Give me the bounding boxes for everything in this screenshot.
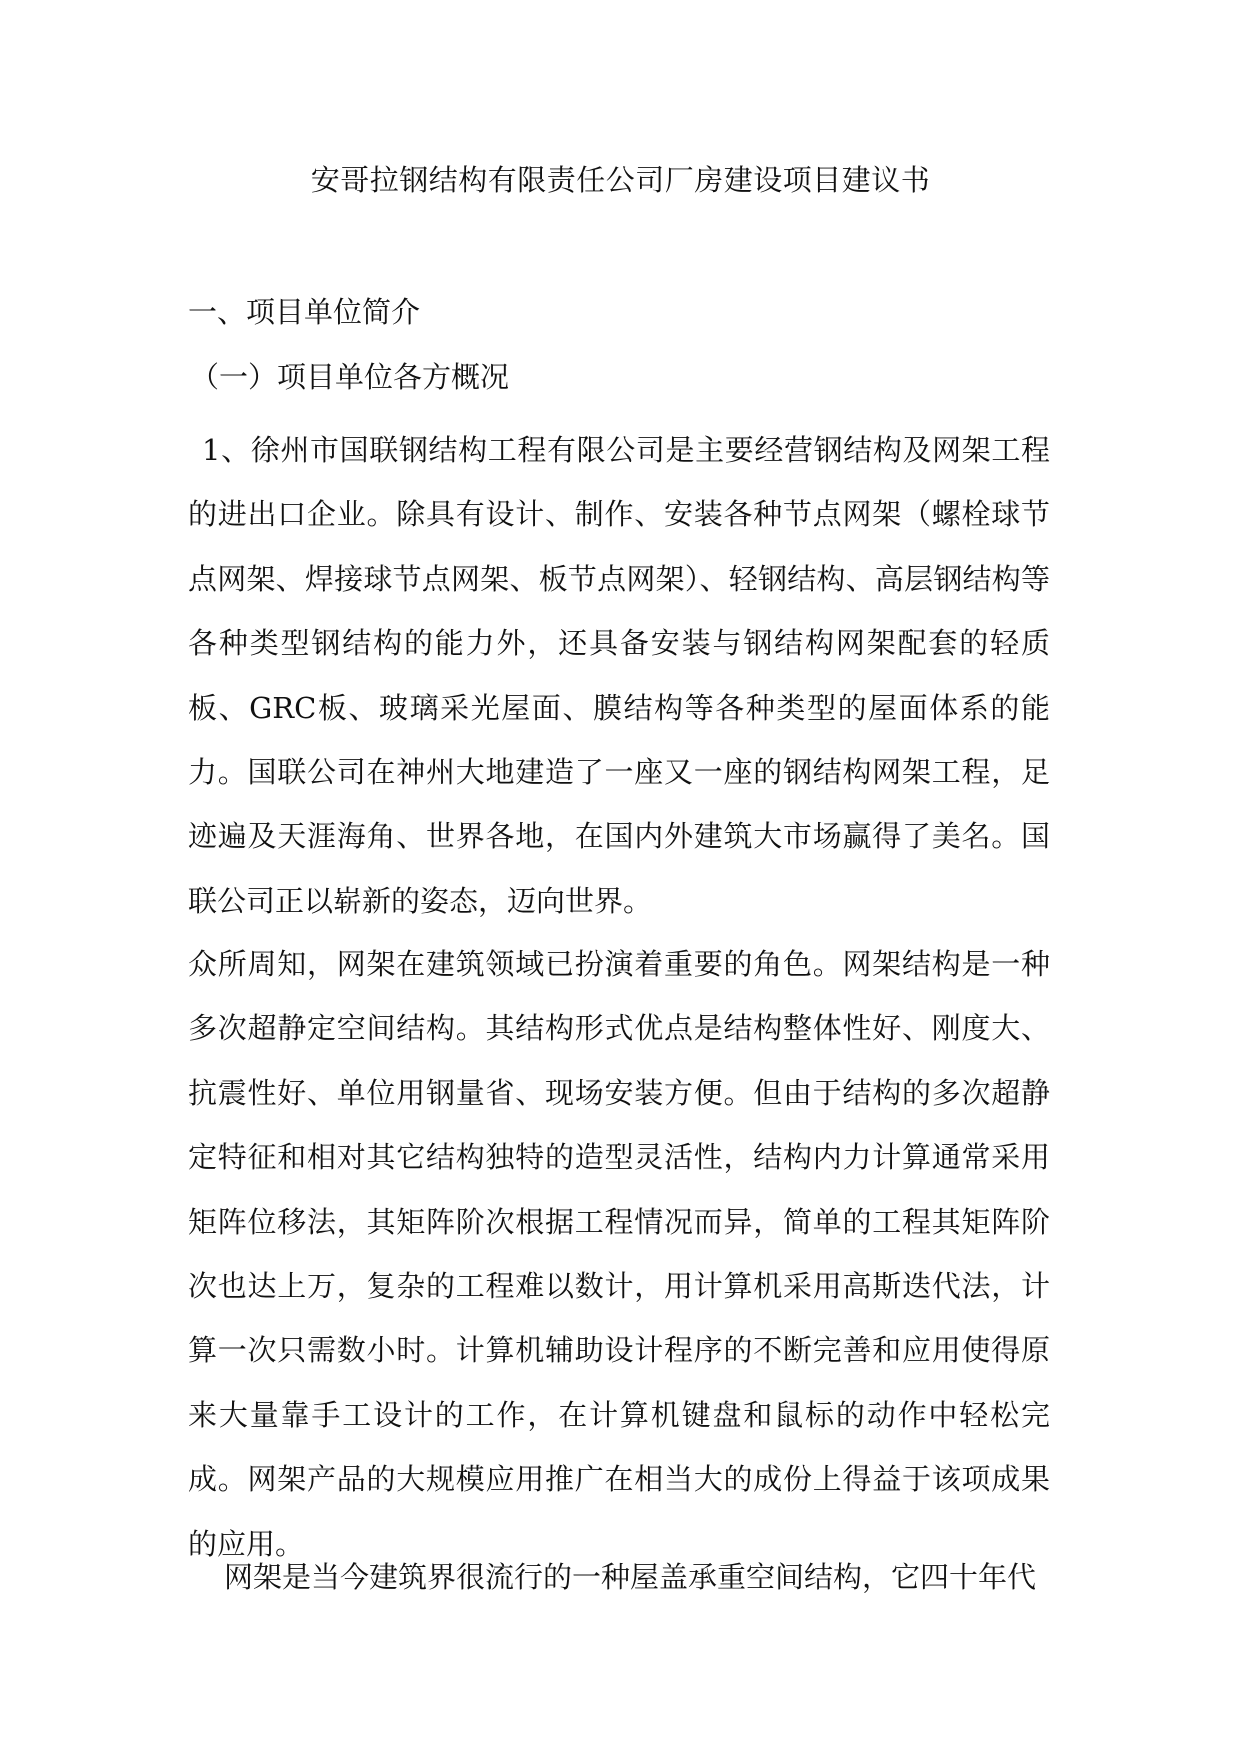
section-heading: 一、项目单位简介 — [188, 295, 421, 329]
subsection-heading: （一）项目单位各方概况 — [190, 360, 510, 394]
paragraph-company-profile: 1、徐州市国联钢结构工程有限公司是主要经营钢结构及网架工程的进出口企业。除具有设计、制作、安装各种节点网架（螺栓球节点网架、焊接球节点网架、板节点网架）、轻钢结构、高层钢结构等各种类型钢结构的能力外，还具备安装与钢结构网架配套的轻质板、GRC板、玻璃采光屋面、膜结构等各种类型的屋面体系的能力。国联公司在神州大地建造了一座又一座的钢结构网架工程，足迹遍及天涯海角、世界各地，在国内外建筑大市场赢得了美名。国联公司正以崭新的姿态，迈向世界。 — [188, 433, 1050, 918]
paragraph-space-frame-history: 网架是当今建筑界很流行的一种屋盖承重空间结构，它四十年代 — [224, 1560, 1037, 1594]
paragraph-space-frame-overview: 众所周知，网架在建筑领域已扮演着重要的角色。网架结构是一种多次超静定空间结构。其结构形式优点是结构整体性好、刚度大、抗震性好、单位用钢量省、现场安装方便。但由于结构的多次超静定特征和相对其它结构独特的造型灵活性，结构内力计算通常采用矩阵位移法，其矩阵阶次根据工程情况而异，简单的工程其矩阵阶次也达上万，复杂的工程难以数计，用计算机采用高斯迭代法，计算一次只需数小时。计算机辅助设计程序的不断完善和应用使得原来大量靠手工设计的工作，在计算机键盘和鼠标的动作中轻松完成。网架产品的大规模应用推广在相当大的成份上得益于该项成果的应用。 — [188, 947, 1050, 1561]
document-title: 安哥拉钢结构有限责任公司厂房建设项目建议书 — [310, 163, 931, 197]
